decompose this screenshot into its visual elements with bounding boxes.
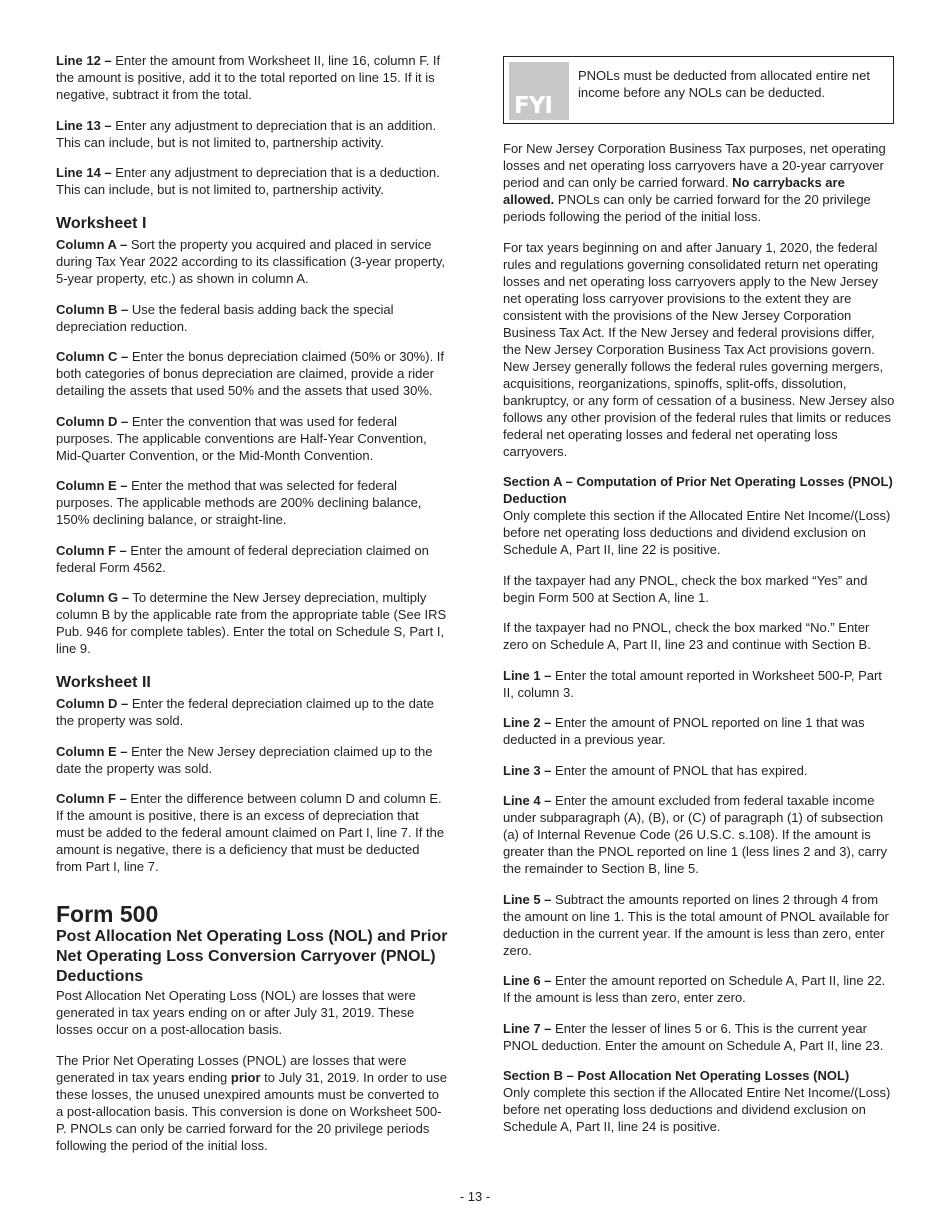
fyi-badge-icon: FYI — [509, 62, 569, 120]
worksheet-1-column-d: Column D – Enter the convention that was used for federal purposes. The applicable conventions are Half-Year Convention, Mid-Quarter Convention, or the Mid-Month Convention. — [56, 413, 427, 463]
worksheet-1-column-f: Column F – Enter the amount of federal depreciation claimed on federal Form 4562. — [56, 542, 429, 575]
section-b-intro: Only complete this section if the Allocated Entire Net Income/(Loss) before net operating loss deductions and dividend exclusion on Schedule A, Part II, line 24 is positive. — [503, 1085, 891, 1134]
form-500-title: Form 500 — [56, 901, 159, 927]
page-number: - 13 - — [459, 1189, 491, 1204]
left-column — [56, 52, 448, 1167]
worksheet-1-column-b: Column B – Use the federal basis adding back the special depreciation reduction. — [56, 301, 394, 334]
section-a-line-1: Line 1 – Enter the total amount reported in Worksheet 500-P, Part II, column 3. — [503, 667, 882, 700]
section-a-heading: Section A – Computation of Prior Net Operating Losses (PNOL) Deduction — [503, 474, 893, 506]
worksheet-1-column-c: Column C – Enter the bonus depreciation claimed (50% or 30%). If both categories of bonus depreciation are claimed, provide a rider detailing the assets that used 50% and the assets that used 30%. — [56, 349, 445, 398]
worksheet-1-column-g: Column G – To determine the New Jersey depreciation, multiply column B by the applicable rate from the appropriate table (See IRS Pub. 946 for complete tables). Enter the total on Schedule S, Part I, line 9. — [56, 590, 447, 656]
section-a-yes-instruction: If the taxpayer had any PNOL, check the box marked “Yes” and begin Form 500 at Section A, line 1. — [503, 572, 868, 605]
form-500-subtitle: Post Allocation Net Operating Loss (NOL) and Prior Net Operating Loss Conversion Carryover (PNOL) Deductions — [56, 928, 448, 985]
section-b-heading: Section B – Post Allocation Net Operating Losses (NOL) — [503, 1068, 850, 1083]
worksheet-1-column-a: Column A – Sort the property you acquired and placed in service during Tax Year 2022 according to its classification (3-year property, 5-year property, etc.) as shown in column A. — [56, 237, 446, 286]
worksheet-1-column-e: Column E – Enter the method that was selected for federal purposes. The applicable methods are 200% declining balance, 150% declining balance, or straight-line. — [56, 478, 422, 527]
worksheet-2-column-d: Column D – Enter the federal depreciation claimed up to the date the property was sold. — [56, 696, 434, 728]
line-14-instruction: Line 14 – Enter any adjustment to depreciation that is a deduction. This can include, but is not limited to, partnership activity. — [56, 165, 440, 197]
right-column — [503, 140, 895, 1149]
nol-carryover-paragraph: For New Jersey Corporation Business Tax purposes, net operating losses and net operating loss carryovers have a 20-year carryover period and can only be carried forward. No carrybacks are allowed. PNOLs can only be carried forward for the 20 privilege periods following the period of the initial loss. — [503, 141, 886, 224]
line-13-instruction: Line 13 – Enter any adjustment to depreciation that is an addition. This can include, but is not limited to, partnership activity. — [56, 117, 437, 150]
section-a-intro: Only complete this section if the Allocated Entire Net Income/(Loss) before net operating loss deductions and dividend exclusion on Schedule A, Part II, line 22 is positive. — [503, 508, 891, 557]
line-12-instruction: Line 12 – Enter the amount from Worksheet II, line 16, column F. If the amount is positive, add it to the total reported on line 15. If it is negative, subtract it from the total. — [56, 53, 441, 102]
fyi-text: PNOLs must be deducted from allocated entire net income before any NOLs can be deducted. — [578, 68, 870, 100]
worksheet-2-heading: Worksheet II — [56, 674, 151, 691]
federal-rules-paragraph: For tax years beginning on and after January 1, 2020, the federal rules and regulations governing consolidated return net operating losses and net operating loss carryovers apply to the New Jersey net operating loss carryover provisions to the extent they are consistent with the provisions of the New Jersey Corporation Business Tax Act. If the New Jersey and federal provisions differ, the New Jersey Corporation Business Tax Act provisions govern. New Jersey generally follows the federal rules governing mergers, acquisitions, reorganizations, spinoffs, split-offs, dissolution, bankruptcy, or any form of cessation of a business. New Jersey also follows any other provision of the federal rules that limits or reduces federal net operating losses and federal net operating loss carryovers. — [503, 239, 895, 459]
section-a-no-instruction: If the taxpayer had no PNOL, check the box marked “No.” Enter zero on Schedule A, Part II, line 23 and continue with Section B. — [503, 620, 871, 652]
section-a-line-2: Line 2 – Enter the amount of PNOL reported on line 1 that was deducted in a previous year. — [503, 715, 865, 747]
fyi-callout — [503, 56, 894, 124]
worksheet-1-heading: Worksheet I — [56, 215, 147, 232]
section-a-line-3: Line 3 – Enter the amount of PNOL that has expired. — [503, 762, 808, 778]
section-a-line-6: Line 6 – Enter the amount reported on Schedule A, Part II, line 22. If the amount is less than zero, enter zero. — [503, 973, 886, 1005]
worksheet-2-column-e: Column E – Enter the New Jersey depreciation claimed up to the date the property was sold. — [56, 743, 433, 776]
worksheet-2-column-f: Column F – Enter the difference between column D and column E. If the amount is positive, there is an excess of depreciation that must be added to the federal amount claimed on Part I, line 7. If the amount is negative, there is a deficiency that must be deducted from Part I, line 7. — [56, 791, 445, 874]
form-500-paragraph-2: The Prior Net Operating Losses (PNOL) are losses that were generated in tax years ending prior to July 31, 2019. In order to use these losses, the unused unexpired amounts must be converted to a post-allocation basis. This conversion is done on Worksheet 500-P. PNOLs can only be carried forward for the 20 privilege periods following the period of the initial loss. — [56, 1052, 447, 1153]
section-a-line-7: Line 7 – Enter the lesser of lines 5 or 6. This is the current year PNOL deduction. Enter the amount on Schedule A, Part II, line 23. — [503, 1020, 884, 1053]
section-a-line-4: Line 4 – Enter the amount excluded from federal taxable income under subparagraph (A), (B), or (C) of paragraph (1) of subsection (a) of Internal Revenue Code (26 U.S.C. s.108). If the amount is greater than the PNOL reported on line 1 (less lines 2 and 3), carry the remainder to Section B, line 5. — [503, 793, 887, 876]
form-500-paragraph-1: Post Allocation Net Operating Loss (NOL) are losses that were generated in tax years ending on or after July 31, 2019. These losses occur on a post-allocation basis. — [56, 988, 416, 1037]
section-a-line-5: Line 5 – Subtract the amounts reported on lines 2 through 4 from the amount on line 1. This is the total amount of PNOL available for deduction in the current year. If the amount is less than zero, enter zero. — [503, 891, 889, 958]
